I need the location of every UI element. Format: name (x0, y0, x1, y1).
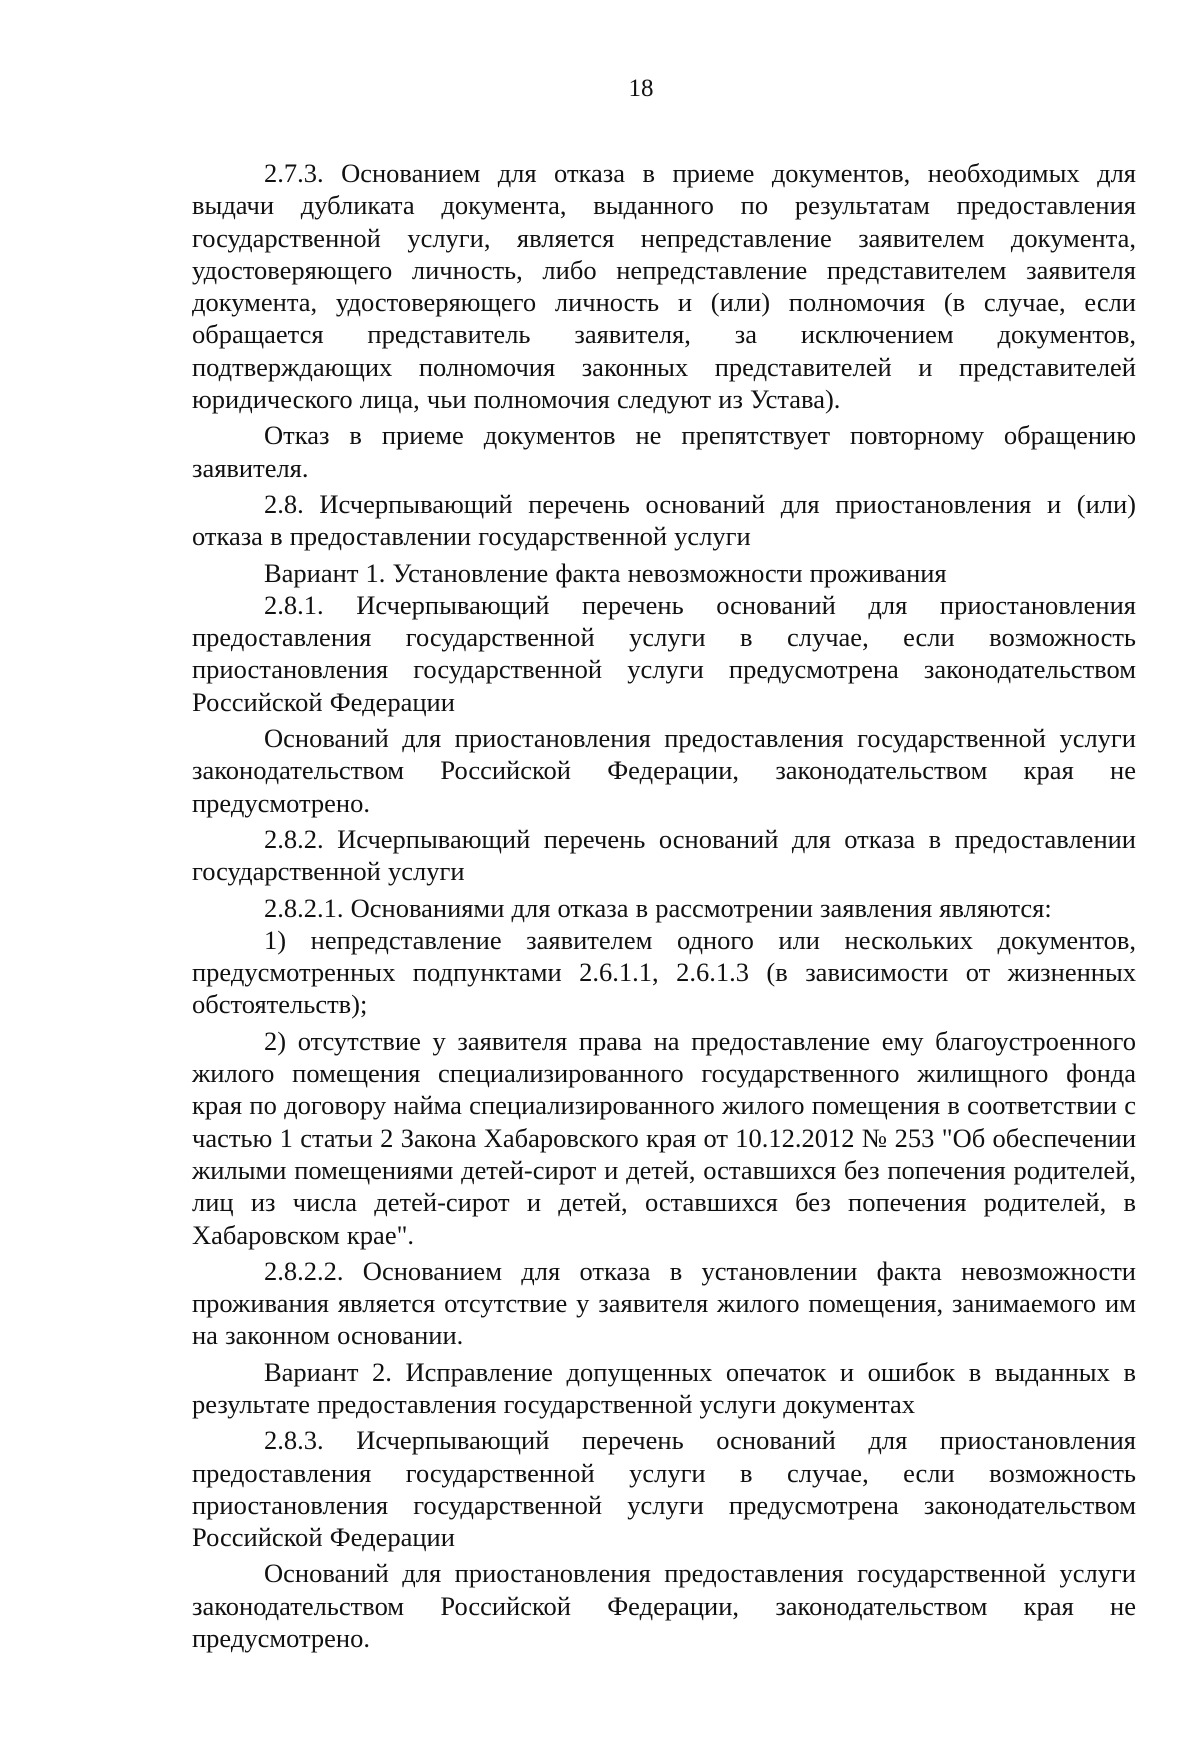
list-item-1: 1) непредставление заявителем одного или нескольких документов, предусмотренных подпунктами 2.6.1.1, 2.6.1.3 (в зависимости от жизненных обстоятельств); (192, 924, 1136, 1020)
paragraph-2-8-1: 2.8.1. Исчерпывающий перечень оснований для приостановления предоставления государственной услуги в случае, если возможность приостановления государственной услуги предусмотрена законодательством Российской Федерации (192, 589, 1136, 717)
document-body (192, 157, 1136, 1654)
paragraph-2-8-3: 2.8.3. Исчерпывающий перечень оснований для приостановления предоставления государственной услуги в случае, если возможность приостановления государственной услуги предусмотрена законодательством Российской Федерации (192, 1425, 1136, 1553)
paragraph-no-suspension-grounds-1: Оснований для приостановления предоставления государственной услуги законодательством Российской Федерации, законодательством края не предусмотрено. (192, 723, 1136, 818)
paragraph-2-8-2-1: 2.8.2.1. Основаниями для отказа в рассмотрении заявления являются: (264, 892, 1052, 923)
paragraph-2-8-2: 2.8.2. Исчерпывающий перечень оснований для отказа в предоставлении государственной услуги (192, 823, 1136, 887)
paragraph-no-suspension-grounds-2: Оснований для приостановления предоставления государственной услуги законодательством Российской Федерации, законодательством края не предусмотрено. (192, 1558, 1136, 1654)
paragraph-2-8-2-2: 2.8.2.2. Основанием для отказа в установлении факта невозможности проживания является отсутствие у заявителя жилого помещения, занимаемого им на законном основании. (192, 1255, 1136, 1351)
list-item-2: 2) отсутствие у заявителя права на предоставление ему благоустроенного жилого помещения специализированного государственного жилищного фонда края по договору найма специализированного жилого помещения в соответствии с частью 1 статьи 2 Закона Хабаровского края от 10.12.2012 № 253 "Об обеспечении жилыми помещениями детей-сирот и детей, оставшихся без попечения родителей, лиц из числа детей-сирот и детей, оставшихся без попечения родителей, в Хабаровском крае". (192, 1025, 1136, 1250)
variant-2-heading: Вариант 2. Исправление допущенных опечаток и ошибок в выданных в результате предоставления государственной услуги документах (192, 1356, 1136, 1419)
variant-1-heading: Вариант 1. Установление факта невозможности проживания (264, 557, 947, 588)
page-number: 18 (628, 75, 654, 102)
paragraph-refusal-no-obstacle: Отказ в приеме документов не препятствует повторному обращению заявителя. (192, 420, 1136, 483)
section-heading-2-8: 2.8. Исчерпывающий перечень оснований для приостановления и (или) отказа в предоставлении государственной услуги (192, 488, 1136, 552)
paragraph-2-7-3: 2.7.3. Основанием для отказа в приеме документов, необходимых для выдачи дубликата документа, выданного по результатам предоставления государственной услуги, является непредставление заявителем документа, удостоверяющего личность, либо непредставление представителем заявителя документа, удостоверяющего личность и (или) полномочия (в случае, если обращается представитель заявителя, за исключением документов, подтверждающих полномочия законных представителей и представителей юридического лица, чьи полномочия следуют из Устава). (192, 158, 1136, 415)
